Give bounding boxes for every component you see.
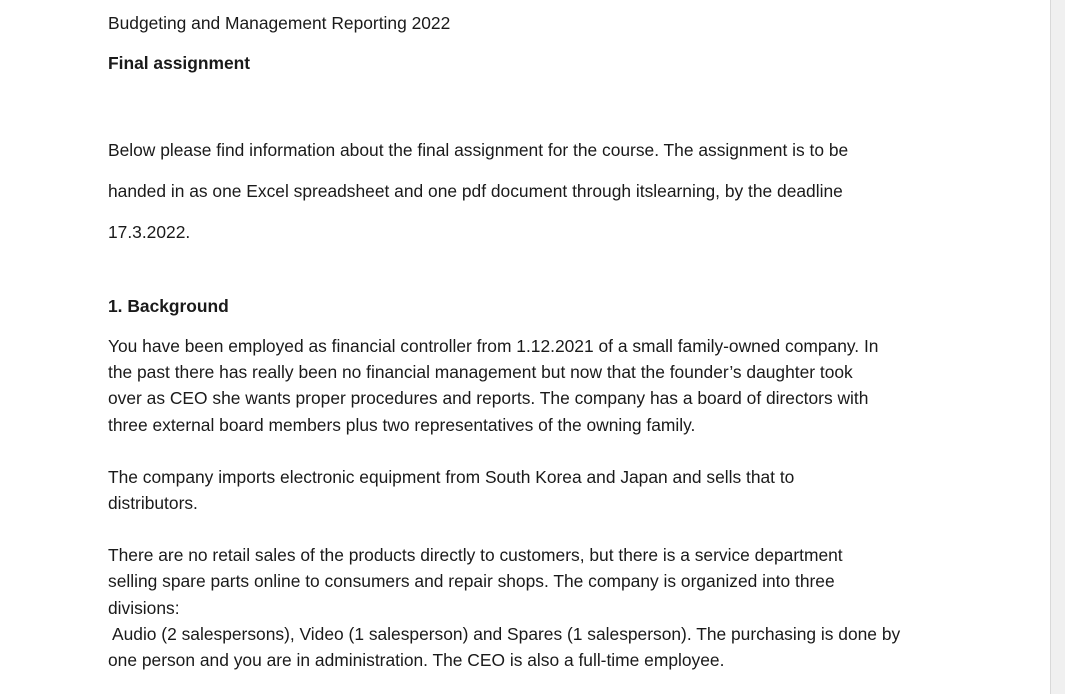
document-title: Budgeting and Management Reporting 2022 — [108, 13, 451, 33]
assignment-title: Final assignment — [108, 53, 251, 73]
intro-paragraph — [108, 130, 928, 253]
background-paragraph-1 — [108, 333, 928, 438]
intro-line: Below please find information about the final assignment for the course. The assignment is to be — [108, 140, 849, 160]
paragraph-line: one person and you are in administration. The CEO is also a full-time employee. — [108, 650, 725, 671]
intro-line: 17.3.2022. — [108, 222, 191, 242]
background-paragraph-3 — [108, 542, 928, 673]
paragraph-line: The company imports electronic equipment from South Korea and Japan and sells that to — [108, 466, 795, 487]
paragraph-line: There are no retail sales of the products directly to customers, but there is a service department — [108, 545, 843, 566]
paragraph-line: distributors. — [108, 493, 198, 514]
intro-line: handed in as one Excel spreadsheet and one pdf document through itslearning, by the deadline — [108, 181, 843, 201]
paragraph-line: the past there has really been no financial management but now that the founder’s daughter took — [108, 362, 853, 383]
paragraph-line: divisions: — [108, 597, 180, 618]
paragraph-line: selling spare parts online to consumers and repair shops. The company is organized into three — [108, 571, 835, 592]
paragraph-line: three external board members plus two representatives of the owning family. — [108, 414, 696, 435]
paragraph-line: You have been employed as financial controller from 1.12.2021 of a small family-owned company. In — [108, 336, 879, 356]
document-body — [108, 10, 928, 673]
paragraph-line: over as CEO she wants proper procedures and reports. The company has a board of directors with — [108, 388, 869, 409]
background-paragraph-2 — [108, 464, 928, 516]
paragraph-line: Audio (2 salespersons), Video (1 salesperson) and Spares (1 salesperson). The purchasing is done by — [112, 623, 901, 644]
section-heading-background: 1. Background — [108, 296, 229, 316]
vertical-scrollbar[interactable] — [1050, 0, 1065, 694]
